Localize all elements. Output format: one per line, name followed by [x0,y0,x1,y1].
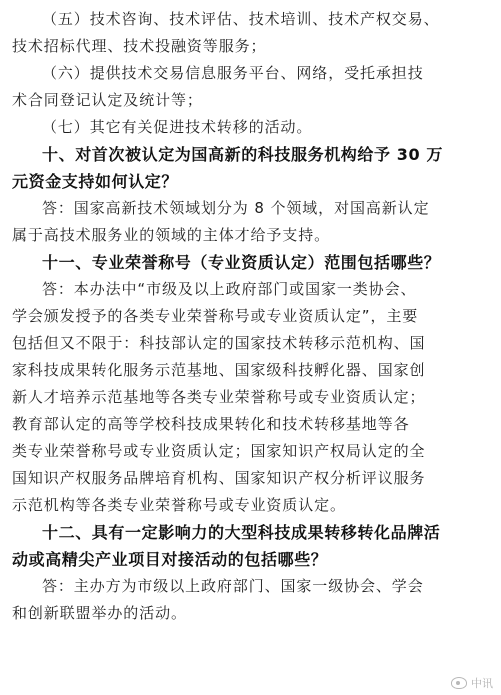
answer-eleven-line-8: 国知识产权服务品牌培育机构、国家知识产权分析评议服务 [12,469,426,487]
item-six-line-2: 术合同登记认定及统计等； [12,91,203,109]
weibo-watermark [451,675,493,691]
answer-eleven-line-6: 教育部认定的高等学校科技成果转化和技术转移基地等各 [12,415,410,433]
answer-eleven-line-4: 家科技成果转化服务示范基地、国家级科技孵化器、国家创 [12,361,426,379]
item-five-line-2: 技术招标代理、技术投融资等服务； [12,37,267,55]
item-five-line-1: （五）技术咨询、技术评估、技术培训、技术产权交易、 [42,10,440,28]
question-ten-heading-line-1: 十、对首次被认定为国高新的科技服务机构给予 30 万 [42,145,444,164]
answer-eleven-line-9: 示范机构等各类专业荣誉称号或专业资质认定。 [12,496,346,514]
item-six-line-1: （六）提供技术交易信息服务平台、网络，受托承担技 [42,64,424,82]
answer-twelve-line-1: 答：主办方为市级以上政府部门、国家一级协会、学会 [42,577,424,595]
answer-twelve-line-2: 和创新联盟举办的活动。 [12,604,187,622]
answer-eleven-line-1: 答：本办法中“市级及以上政府部门或国家一类协会、 [42,280,417,298]
answer-eleven-line-5: 新人才培养示范基地等各类专业荣誉称号或专业资质认定； [12,388,426,406]
question-twelve-heading-line-2: 动或高精尖产业项目对接活动的包括哪些？ [12,550,328,569]
weibo-logo-icon [451,677,467,689]
question-eleven-heading: 十一、专业荣誉称号（专业资质认定）范围包括哪些？ [42,253,441,272]
answer-ten-line-1: 答：国家高新技术领域划分为 8 个领域，对国高新认定 [42,199,430,217]
answer-eleven-line-7: 类专业荣誉称号或专业资质认定；国家知识产权局认定的全 [12,442,426,460]
question-twelve-heading-line-1: 十二、具有一定影响力的大型科技成果转移转化品牌活 [42,523,441,542]
answer-ten-line-2: 属于高技术服务业的领域的主体才给予支持。 [12,226,331,244]
item-seven-line: （七）其它有关促进技术转移的活动。 [42,118,313,136]
watermark-text: 中讯 [471,677,493,690]
answer-eleven-line-3: 包括但又不限于：科技部认定的国家技术转移示范机构、国 [12,334,426,352]
question-ten-heading-line-2: 元资金支持如何认定？ [12,172,179,191]
answer-eleven-line-2: 学会颁发授予的各类专业荣誉称号或专业资质认定”，主要 [12,307,419,325]
